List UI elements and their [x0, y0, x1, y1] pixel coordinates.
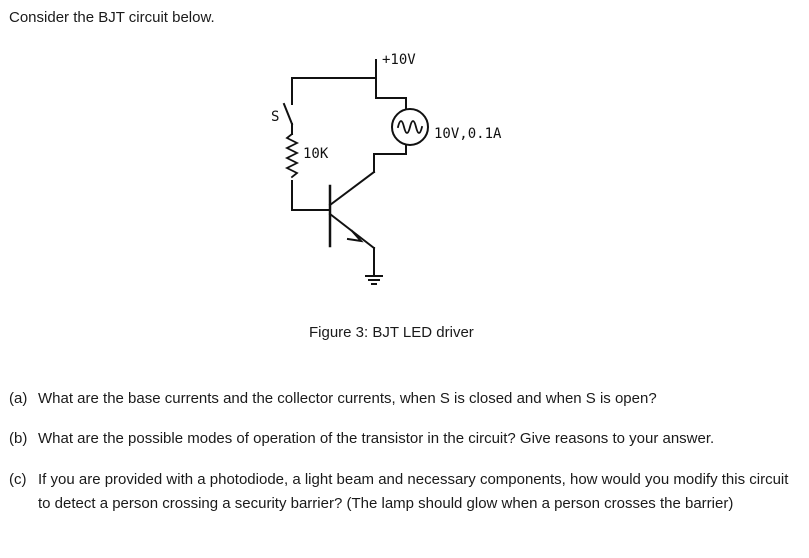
switch-label: S — [271, 109, 280, 125]
question-c — [9, 468, 799, 516]
figure-caption: Figure 3: BJT LED driver — [309, 324, 474, 341]
lamp-filament — [398, 121, 422, 133]
transistor-collector — [330, 172, 374, 205]
question-text: What are the possible modes of operation of the transistor in the circuit? Give reasons to your answer. — [38, 430, 715, 447]
question-text: What are the base currents and the collector currents, when S is closed and when S is open? — [38, 390, 657, 407]
question-label: (b) — [9, 430, 28, 447]
question-label: (c) — [9, 471, 27, 488]
resistor-symbol — [287, 134, 297, 177]
lamp-label: 10V,0.1A — [434, 126, 502, 142]
intro-text: Consider the BJT circuit below. — [9, 9, 215, 26]
resistor-label: 10K — [303, 146, 329, 162]
question-text: If you are provided with a photodiode, a light beam and necessary components, how would you modify this circuit to detect a person crossing a security barrier? (The lamp should glow when a person crosses the barrier) — [38, 471, 789, 512]
question-b — [9, 427, 799, 451]
switch-blade — [284, 104, 292, 124]
question-a — [9, 387, 799, 411]
supply-label: +10V — [382, 52, 416, 68]
question-label: (a) — [9, 390, 28, 407]
